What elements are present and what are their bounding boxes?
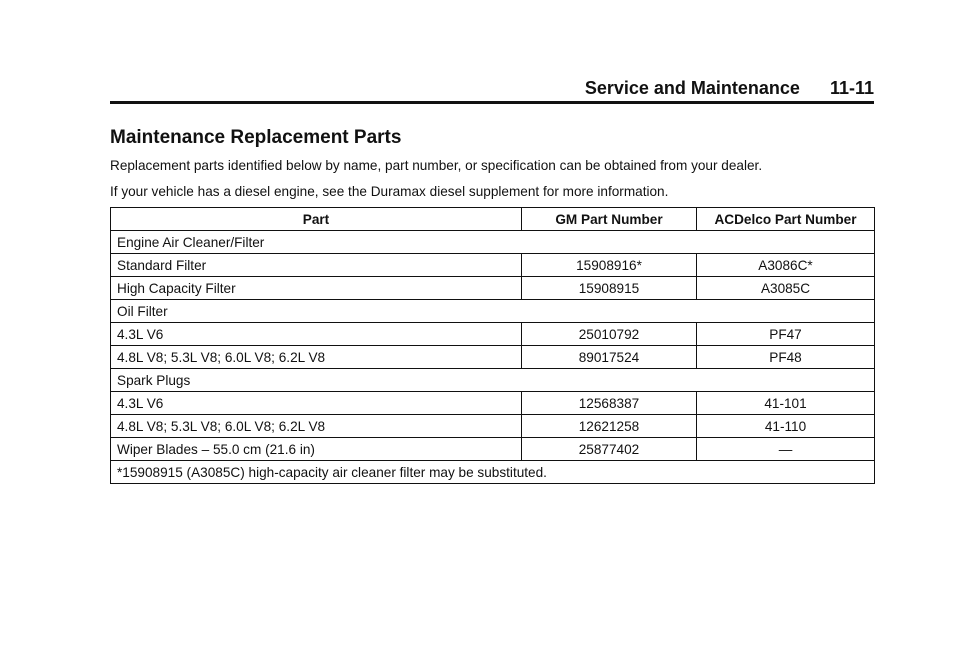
gm-part-number: 15908916* [522, 254, 697, 277]
acdelco-part-number: PF48 [697, 346, 875, 369]
acdelco-part-number: A3085C [697, 277, 875, 300]
acdelco-part-number: A3086C* [697, 254, 875, 277]
table-row [111, 415, 875, 438]
part-name: High Capacity Filter [111, 277, 522, 300]
table-row [111, 346, 875, 369]
part-name: 4.3L V6 [111, 392, 522, 415]
table-row [111, 323, 875, 346]
part-name: Standard Filter [111, 254, 522, 277]
acdelco-part-number: 41-101 [697, 392, 875, 415]
table-footnote: *15908915 (A3085C) high-capacity air cleaner filter may be substituted. [111, 461, 875, 484]
header-part: Part [111, 208, 522, 231]
part-name: 4.3L V6 [111, 323, 522, 346]
table-row [111, 277, 875, 300]
part-name: Wiper Blades – 55.0 cm (21.6 in) [111, 438, 522, 461]
gm-part-number: 12568387 [522, 392, 697, 415]
header-acdelco-part-number: ACDelco Part Number [697, 208, 875, 231]
part-name: 4.8L V8; 5.3L V8; 6.0L V8; 6.2L V8 [111, 346, 522, 369]
gm-part-number: 12621258 [522, 415, 697, 438]
acdelco-part-number: 41-110 [697, 415, 875, 438]
page-title: Maintenance Replacement Parts [110, 127, 402, 148]
table-header-row [111, 208, 875, 231]
part-name: 4.8L V8; 5.3L V8; 6.0L V8; 6.2L V8 [111, 415, 522, 438]
group-label: Engine Air Cleaner/Filter [111, 231, 875, 254]
table-row [111, 392, 875, 415]
table-row-group [111, 369, 875, 392]
section-title: Service and Maintenance [584, 78, 800, 98]
replacement-parts-table [110, 207, 875, 484]
gm-part-number: 15908915 [522, 277, 697, 300]
group-label: Spark Plugs [111, 369, 875, 392]
intro-paragraph: Replacement parts identified below by name, part number, or specification can be obtained from your dealer. [110, 158, 763, 173]
page-header [110, 80, 874, 104]
gm-part-number: 25877402 [522, 438, 697, 461]
acdelco-part-number: — [697, 438, 875, 461]
gm-part-number: 25010792 [522, 323, 697, 346]
diesel-note-paragraph: If your vehicle has a diesel engine, see the Duramax diesel supplement for more information. [110, 184, 669, 199]
table-row-group [111, 300, 875, 323]
header-gm-part-number: GM Part Number [522, 208, 697, 231]
table-row [111, 438, 875, 461]
table-footnote-row [111, 461, 875, 484]
gm-part-number: 89017524 [522, 346, 697, 369]
table-row-group [111, 231, 875, 254]
page-number: 11-11 [829, 78, 874, 98]
table-row [111, 254, 875, 277]
group-label: Oil Filter [111, 300, 875, 323]
acdelco-part-number: PF47 [697, 323, 875, 346]
